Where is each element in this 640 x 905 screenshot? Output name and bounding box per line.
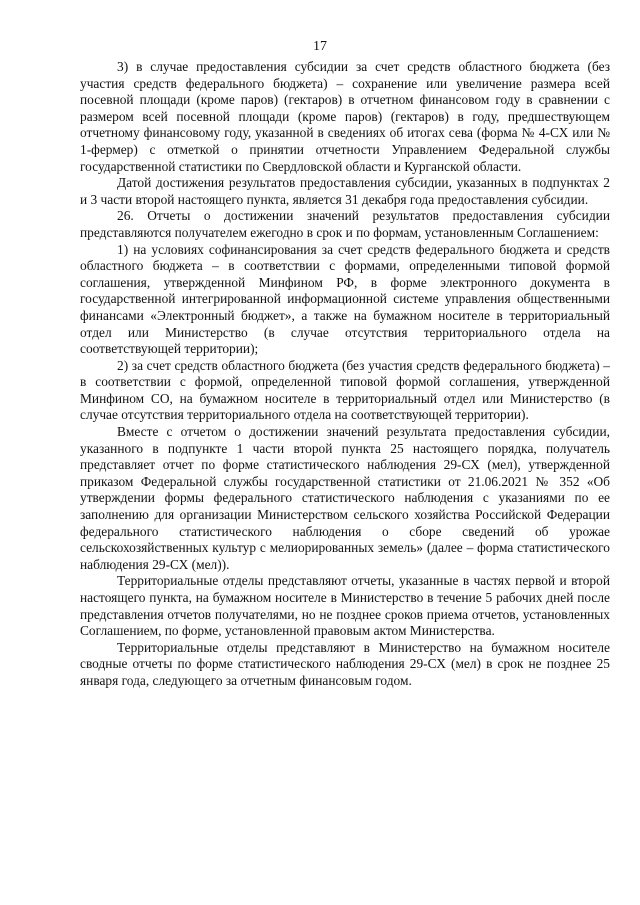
page-number: 17 [313,39,327,54]
paragraph-statistical-report: Вместе с отчетом о достижении значений результата предоставления субсидии, указанного в подпункте 1 части второй пункта 25 настоящего порядка, получатель представляет отчет по форме статистического наблюдения 29-СХ (мел), утвержденной приказом Федеральной службы государственной статистики от 21.06.2021 № 352 «Об утверждении формы федерального статистического наблюдения с указаниями по ее заполнению для организации Министерством сельского хозяйства Российской Федерации федерального статистического наблюдения о сборе сведений об урожае сельскохозяйственных культур с мелиорированных земель» (далее – форма статистического наблюдения 29-СХ (мел)). [80,424,610,572]
paragraph-regional-budget-reports: 2) за счет средств областного бюджета (без участия средств федерального бюджета) – в соответствии с формой, определенной типовой формой соглашения, утвержденной Минфином СО, на бумажном носителе в территориальный отдел или Министерство (в случае отсутствия территориального отдела на соответствующей территории). [80,357,610,423]
paragraph-territorial-departments-reports: Территориальные отделы представляют отчеты, указанные в частях первой и второй настоящего пункта, на бумажном носителе в Министерство в течение 5 рабочих дней после представления отчетов получателями, но не позднее сроков приема отчетов, установленных Соглашением, по форме, установленной правовым актом Министерства. [80,573,610,639]
paragraph-summary-reports: Территориальные отделы представляют в Министерство на бумажном носителе сводные отчеты по форме статистического наблюдения 29-СХ (мел) в срок не позднее 25 января года, следующего за отчетным финансовым годом. [80,639,610,688]
paragraph-subsidy-condition-3: 3) в случае предоставления субсидии за счет средств областного бюджета (без участия средств федерального бюджета) – сохранение или увеличение размера всей посевной площади (кроме паров) (гектаров) в отчетном финансовом году в сравнении с размером всей посевной площади (кроме паров) (гектаров) в году, предшествующем отчетному финансовому году, указанной в сведениях об итогах сева (форма № 4-СХ или № 1-фермер) с отметкой о принятии отчетности Управлением Федеральной службы государственной статистики по Свердловской области и Курганской области. [80,59,610,174]
paragraph-cofinancing-reports: 1) на условиях софинансирования за счет средств федерального бюджета и средств областного бюджета – в соответствии с формами, определенными типовой формой соглашения, утвержденной Минфином РФ, в форме электронного документа в государственной интегрированной информационной системе управления общественными финансами «Электронный бюджет», а также на бумажном носителе в территориальный отдел или Министерство (в случае отсутствия территориального отдела на соответствующей территории); [80,241,610,357]
paragraph-clause-26: 26. Отчеты о достижении значений результатов предоставления субсидии представляются получателем ежегодно в срок и по формам, установленным Соглашением: [80,208,610,240]
paragraph-achievement-date: Датой достижения результатов предоставления субсидии, указанных в подпунктах 2 и 3 части второй настоящего пункта, является 31 декабря года предоставления субсидии. [80,175,610,207]
document-body [80,59,610,690]
